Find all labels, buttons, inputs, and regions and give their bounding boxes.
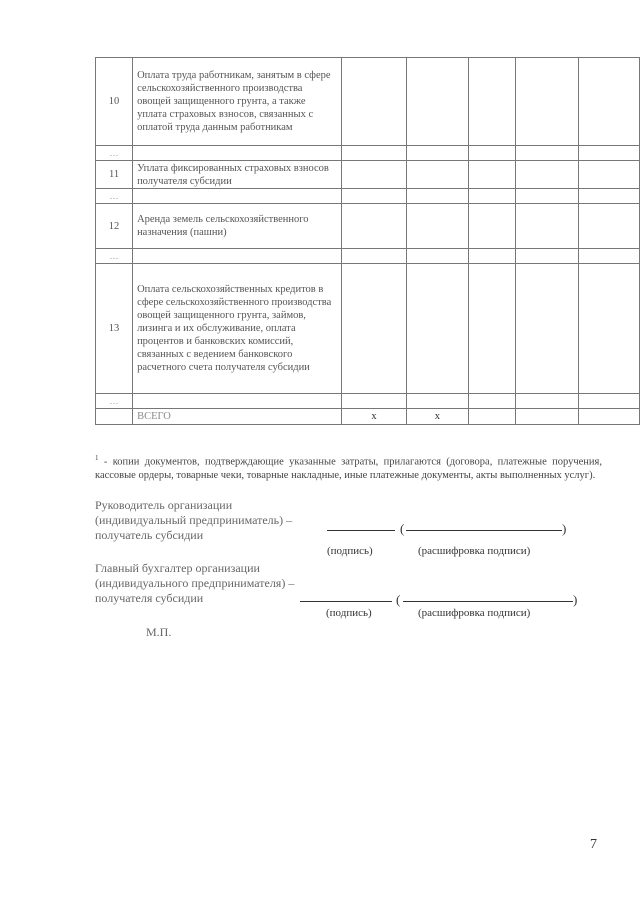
empty-cell (468, 189, 515, 204)
close-paren: ) (573, 592, 578, 607)
empty-cell (468, 204, 515, 249)
empty-cell (341, 204, 406, 249)
signature-line (300, 601, 392, 602)
signature-block-head (95, 498, 292, 543)
empty-cell (515, 249, 578, 264)
row-number-cell: … (96, 394, 133, 409)
table-row (96, 58, 640, 146)
empty-cell (468, 409, 515, 425)
empty-cell (341, 161, 406, 189)
table-row (96, 161, 640, 189)
table-row-continuation (96, 394, 640, 409)
page-number: 7 (590, 837, 597, 852)
table-row-continuation (96, 146, 640, 161)
decode-caption: (расшифровка подписи) (418, 607, 531, 619)
empty-cell (515, 409, 578, 425)
empty-cell (468, 249, 515, 264)
empty-cell (468, 161, 515, 189)
signature-caption: (подпись) (327, 545, 373, 557)
row-number-cell: 12 (96, 204, 133, 249)
row-number-cell: 13 (96, 264, 133, 394)
empty-cell (407, 204, 468, 249)
costs-table (95, 57, 640, 425)
empty-cell (515, 264, 578, 394)
signature-label-line: Главный бухгалтер организации (95, 561, 260, 575)
expense-description-cell: Оплата труда работникам, занятым в сфере сельскохозяйственного производства овощей защищенного грунта, а также уплата страховых взносов, связанных с оплатой труда данным работникам (133, 58, 342, 146)
open-paren: ( (396, 592, 401, 607)
empty-cell (578, 146, 639, 161)
empty-cell (515, 394, 578, 409)
empty-cell (407, 249, 468, 264)
empty-cell (341, 146, 406, 161)
empty-cell (407, 394, 468, 409)
empty-cell (341, 249, 406, 264)
empty-cell (515, 58, 578, 146)
empty-cell (578, 204, 639, 249)
close-paren: ) (562, 521, 567, 536)
empty-cell (578, 161, 639, 189)
expense-description-cell (133, 146, 342, 161)
total-x-cell: х (341, 409, 406, 425)
empty-cell (407, 146, 468, 161)
footnote-mark: 1 (95, 454, 99, 462)
empty-cell (468, 146, 515, 161)
empty-cell (515, 189, 578, 204)
total-x-cell: х (407, 409, 468, 425)
empty-cell (341, 394, 406, 409)
empty-cell (407, 58, 468, 146)
empty-cell (578, 264, 639, 394)
open-paren: ( (400, 521, 405, 536)
signature-label-line: Руководитель организации (95, 498, 233, 512)
table-row (96, 264, 640, 394)
empty-cell (468, 264, 515, 394)
stamp-label: М.П. (146, 625, 172, 639)
empty-cell (515, 161, 578, 189)
total-label-cell: ВСЕГО (133, 409, 342, 425)
empty-cell (341, 58, 406, 146)
table-row-continuation (96, 249, 640, 264)
signature-caption: (подпись) (326, 607, 372, 619)
expense-description-cell: Аренда земель сельскохозяйственного назначения (пашни) (133, 204, 342, 249)
signature-label-line: получатель субсидии (95, 528, 204, 542)
empty-cell (578, 189, 639, 204)
footnote-text: - копии документов, подтверждающие указанные затраты, прилагаются (договора, платежные поручения, кассовые ордеры, товарные чеки, товарные накладные, иные платежные документы, акты выполненных услуг). (95, 456, 602, 481)
row-number-cell: … (96, 189, 133, 204)
empty-cell (578, 58, 639, 146)
table-row-continuation (96, 189, 640, 204)
footnote (95, 452, 602, 483)
decode-line (403, 601, 573, 602)
empty-cell (578, 394, 639, 409)
empty-cell (407, 161, 468, 189)
decode-caption: (расшифровка подписи) (418, 545, 531, 557)
row-number-cell: 10 (96, 58, 133, 146)
signature-label-line: получателя субсидии (95, 591, 204, 605)
expense-description-cell (133, 394, 342, 409)
empty-cell (515, 204, 578, 249)
decode-line (406, 530, 562, 531)
expense-description-cell (133, 189, 342, 204)
empty-cell (407, 264, 468, 394)
empty-cell (407, 189, 468, 204)
empty-cell (515, 146, 578, 161)
expense-description-cell: Уплата фиксированных страховых взносов получателя субсидии (133, 161, 342, 189)
empty-cell (341, 189, 406, 204)
row-number-cell: 11 (96, 161, 133, 189)
signature-line (327, 530, 395, 531)
table-row (96, 204, 640, 249)
table-total-row (96, 409, 640, 425)
expense-description-cell (133, 249, 342, 264)
signature-block-accountant (95, 561, 294, 606)
empty-cell (578, 249, 639, 264)
row-number-cell: … (96, 249, 133, 264)
signature-label-line: (индивидуального предпринимателя) – (95, 576, 295, 590)
empty-cell (578, 409, 639, 425)
row-number-cell: … (96, 146, 133, 161)
empty-cell (341, 264, 406, 394)
empty-cell (468, 58, 515, 146)
empty-cell (468, 394, 515, 409)
row-number-cell (96, 409, 133, 425)
signature-label-line: (индивидуальный предприниматель) – (95, 513, 293, 527)
expense-description-cell: Оплата сельскохозяйственных кредитов в сфере сельскохозяйственного производства овощей защищенного грунта, займов, лизинга и их обслуживание, оплата процентов и банковских комиссий, связанных с ведением банковского расчетного счета получателя субсидии (133, 264, 342, 394)
